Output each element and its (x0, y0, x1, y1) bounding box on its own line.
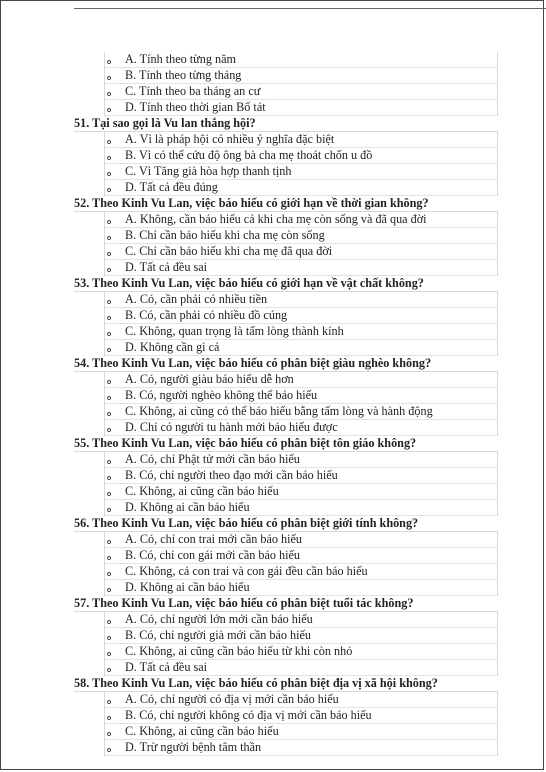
option-list (104, 52, 498, 116)
option-text: A. Vì là pháp hội có nhiều ý nghĩa đặc biệt (125, 132, 335, 146)
answer-option (105, 292, 497, 308)
option-list (104, 452, 498, 516)
circle-bullet-icon (107, 556, 111, 560)
circle-bullet-icon (107, 108, 111, 112)
circle-bullet-icon (107, 476, 111, 480)
option-list (104, 372, 498, 436)
circle-bullet-icon (107, 156, 111, 160)
option-text: D. Tính theo thời gian Bố tát (125, 100, 266, 114)
answer-option (105, 244, 497, 260)
circle-bullet-icon (107, 300, 111, 304)
option-text: D. Tất cả đều sai (125, 260, 208, 274)
option-text: B. Vì có thể cứu độ ông bà cha mẹ thoát chốn u đồ (125, 148, 373, 162)
answer-option (105, 532, 497, 548)
answer-option (105, 420, 497, 436)
circle-bullet-icon (107, 588, 111, 592)
answer-option (105, 708, 497, 724)
option-list (104, 292, 498, 356)
option-text: D. Tất cả đều đúng (125, 180, 218, 194)
option-text: D. Tất cả đều sai (125, 660, 208, 674)
circle-bullet-icon (107, 348, 111, 352)
answer-option (105, 724, 497, 740)
answer-option (105, 564, 497, 580)
option-text: B. Chỉ cần báo hiếu khi cha mẹ còn sống (125, 228, 325, 242)
answer-option (105, 692, 497, 708)
circle-bullet-icon (107, 252, 111, 256)
circle-bullet-icon (107, 748, 111, 752)
circle-bullet-icon (107, 668, 111, 672)
question-heading: 52. Theo Kinh Vu Lan, việc báo hiếu có giới hạn về thời gian không? (74, 196, 498, 212)
question-heading: 58. Theo Kinh Vu Lan, việc báo hiếu có phân biệt địa vị xã hội không? (74, 676, 498, 692)
circle-bullet-icon (107, 60, 111, 64)
circle-bullet-icon (107, 380, 111, 384)
top-divider (74, 8, 546, 9)
answer-option (105, 132, 497, 148)
answer-option (105, 324, 497, 340)
option-text: B. Có, chỉ người theo đạo mới cần báo hiếu (125, 468, 338, 482)
option-text: A. Có, người giàu báo hiếu dễ hơn (125, 372, 294, 386)
question-heading: 51. Tại sao gọi là Vu lan thắng hội? (74, 116, 498, 132)
option-text: C. Không, ai cũng cần báo hiếu (125, 724, 279, 738)
answer-option (105, 500, 497, 516)
answer-option (105, 100, 497, 116)
option-text: D. Trừ người bệnh tâm thần (125, 740, 262, 754)
circle-bullet-icon (107, 396, 111, 400)
option-list (104, 532, 498, 596)
answer-option (105, 468, 497, 484)
answer-option (105, 388, 497, 404)
option-text: B. Có, chỉ con gái mới cần báo hiếu (125, 548, 300, 562)
option-text: C. Không, quan trọng là tấm lòng thành kính (125, 324, 344, 338)
answer-option (105, 148, 497, 164)
option-text: A. Tính theo từng năm (125, 52, 236, 66)
option-text: A. Có, chỉ Phật tử mới cần báo hiếu (125, 452, 300, 466)
option-text: C. Chỉ cần báo hiếu khi cha mẹ đã qua đời (125, 244, 333, 258)
answer-option (105, 548, 497, 564)
answer-option (105, 628, 497, 644)
option-text: B. Có, cần phải có nhiều đồ cúng (125, 308, 288, 322)
quiz-document (74, 52, 498, 756)
circle-bullet-icon (107, 188, 111, 192)
option-list (104, 612, 498, 676)
option-text: B. Có, chỉ người già mới cần báo hiếu (125, 628, 312, 642)
option-text: B. Tính theo từng tháng (125, 68, 242, 82)
circle-bullet-icon (107, 220, 111, 224)
answer-option (105, 660, 497, 676)
circle-bullet-icon (107, 236, 111, 240)
option-text: D. Chỉ có người tu hành mới báo hiếu được (125, 420, 338, 434)
answer-option (105, 644, 497, 660)
option-text: C. Không, cả con trai và con gái đều cần báo hiếu (125, 564, 368, 578)
circle-bullet-icon (107, 700, 111, 704)
circle-bullet-icon (107, 140, 111, 144)
answer-option (105, 340, 497, 356)
circle-bullet-icon (107, 316, 111, 320)
answer-option (105, 164, 497, 180)
circle-bullet-icon (107, 508, 111, 512)
option-text: B. Có, chỉ người không có địa vị mới cần báo hiếu (125, 708, 372, 722)
circle-bullet-icon (107, 460, 111, 464)
option-text: C. Tính theo ba tháng an cư (125, 84, 261, 98)
answer-option (105, 308, 497, 324)
option-list (104, 132, 498, 196)
answer-option (105, 260, 497, 276)
option-text: A. Có, cần phải có nhiều tiền (125, 292, 268, 306)
circle-bullet-icon (107, 76, 111, 80)
answer-option (105, 228, 497, 244)
question-heading: 53. Theo Kinh Vu Lan, việc báo hiếu có giới hạn về vật chất không? (74, 276, 498, 292)
option-text: C. Không, ai cũng cần báo hiếu từ khi còn nhỏ (125, 644, 353, 658)
circle-bullet-icon (107, 732, 111, 736)
option-text: D. Không cần gì cả (125, 340, 220, 354)
option-text: C. Vì Tăng già hòa hợp thanh tịnh (125, 164, 292, 178)
question-heading: 54. Theo Kinh Vu Lan, việc báo hiếu có phân biệt giàu nghèo không? (74, 356, 498, 372)
answer-option (105, 580, 497, 596)
question-heading: 55. Theo Kinh Vu Lan, việc báo hiếu có phân biệt tôn giáo không? (74, 436, 498, 452)
circle-bullet-icon (107, 492, 111, 496)
option-text: C. Không, ai cũng có thể báo hiếu bằng tấm lòng và hành động (125, 404, 433, 418)
answer-option (105, 68, 497, 84)
circle-bullet-icon (107, 572, 111, 576)
option-text: A. Có, chỉ con trai mới cần báo hiếu (125, 532, 303, 546)
circle-bullet-icon (107, 716, 111, 720)
circle-bullet-icon (107, 652, 111, 656)
answer-option (105, 740, 497, 756)
answer-option (105, 52, 497, 68)
circle-bullet-icon (107, 268, 111, 272)
circle-bullet-icon (107, 92, 111, 96)
option-text: B. Có, người nghèo không thể báo hiếu (125, 388, 318, 402)
option-text: C. Không, ai cũng cần báo hiếu (125, 484, 279, 498)
circle-bullet-icon (107, 636, 111, 640)
answer-option (105, 84, 497, 100)
circle-bullet-icon (107, 412, 111, 416)
question-heading: 56. Theo Kinh Vu Lan, việc báo hiếu có phân biệt giới tính không? (74, 516, 498, 532)
answer-option (105, 180, 497, 196)
option-text: D. Không ai cần báo hiếu (125, 580, 250, 594)
answer-option (105, 452, 497, 468)
option-text: A. Có, chỉ người lớn mới cần báo hiếu (125, 612, 313, 626)
answer-option (105, 404, 497, 420)
circle-bullet-icon (107, 428, 111, 432)
answer-option (105, 612, 497, 628)
circle-bullet-icon (107, 172, 111, 176)
answer-option (105, 372, 497, 388)
option-list (104, 212, 498, 276)
answer-option (105, 484, 497, 500)
circle-bullet-icon (107, 620, 111, 624)
circle-bullet-icon (107, 540, 111, 544)
option-text: A. Có, chỉ người có địa vị mới cần báo hiếu (125, 692, 339, 706)
option-text: D. Không ai cần báo hiếu (125, 500, 250, 514)
question-heading: 57. Theo Kinh Vu Lan, việc báo hiếu có phân biệt tuổi tác không? (74, 596, 498, 612)
circle-bullet-icon (107, 332, 111, 336)
answer-option (105, 212, 497, 228)
option-text: A. Không, cần báo hiếu cả khi cha mẹ còn sống và đã qua đời (125, 212, 427, 226)
option-list (104, 692, 498, 756)
